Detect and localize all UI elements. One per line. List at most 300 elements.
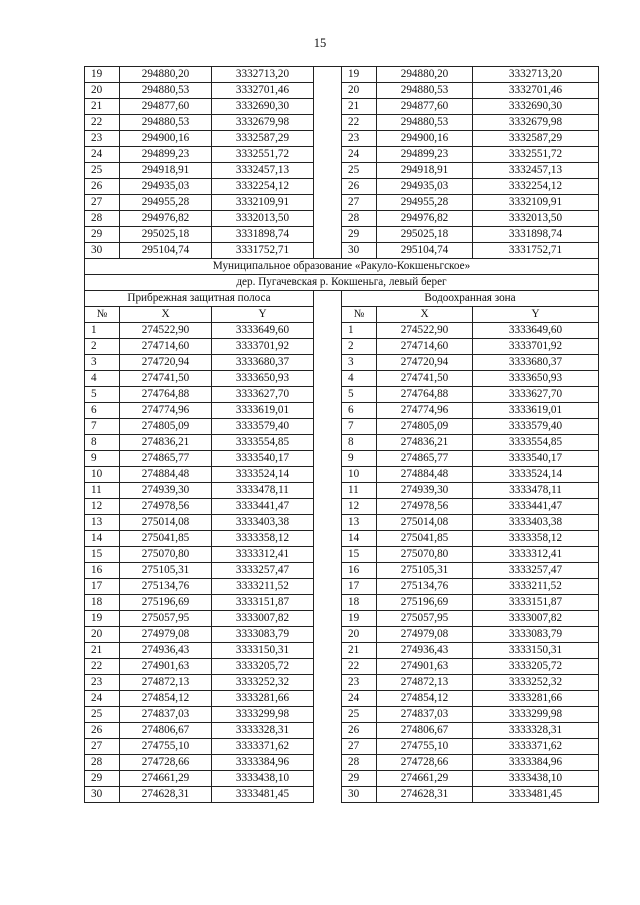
point-number-right: 26 (342, 723, 377, 739)
table-row (85, 691, 599, 707)
x-left: 274661,29 (120, 771, 212, 787)
y-right: 3331898,74 (473, 227, 599, 243)
gap-cell (314, 179, 342, 195)
y-left: 3332701,46 (212, 83, 314, 99)
point-number-left: 12 (85, 499, 120, 515)
gap-cell (314, 787, 342, 803)
gap-cell (314, 483, 342, 499)
x-right: 274522,90 (377, 323, 473, 339)
table-row (85, 627, 599, 643)
x-right: 274661,29 (377, 771, 473, 787)
x-left: 274720,94 (120, 355, 212, 371)
point-number-right: 3 (342, 355, 377, 371)
x-left: 294877,60 (120, 99, 212, 115)
y-left: 3333680,37 (212, 355, 314, 371)
point-number-left: 25 (85, 163, 120, 179)
point-number-left: 19 (85, 611, 120, 627)
point-number-right: 14 (342, 531, 377, 547)
gap-cell (314, 563, 342, 579)
gap-cell (314, 691, 342, 707)
point-number-right: 27 (342, 739, 377, 755)
point-number-right: 6 (342, 403, 377, 419)
page-number: 15 (313, 36, 327, 50)
x-left: 274741,50 (120, 371, 212, 387)
locality-title: дер. Пугачевская р. Кокшеньга, левый берег (85, 275, 599, 291)
x-right: 275196,69 (377, 595, 473, 611)
gap-cell (314, 547, 342, 563)
x-left: 275105,31 (120, 563, 212, 579)
x-left: 275070,80 (120, 547, 212, 563)
y-right: 3333257,47 (473, 563, 599, 579)
y-left: 3333150,31 (212, 643, 314, 659)
point-number-right: 5 (342, 387, 377, 403)
municipality-title: Муниципальное образование «Ракуло-Кокшеньгское» (85, 259, 599, 275)
point-number-left: 15 (85, 547, 120, 563)
point-number-left: 24 (85, 691, 120, 707)
x-right: 294880,20 (377, 67, 473, 83)
x-left: 274806,67 (120, 723, 212, 739)
y-left: 3333627,70 (212, 387, 314, 403)
table-row (85, 723, 599, 739)
gap-cell (314, 115, 342, 131)
gap-cell (314, 659, 342, 675)
y-right: 3333524,14 (473, 467, 599, 483)
gap-cell (314, 163, 342, 179)
gap-cell (314, 323, 342, 339)
gap-cell (314, 723, 342, 739)
point-number-left: 23 (85, 675, 120, 691)
point-number-right: 30 (342, 787, 377, 803)
gap-cell (314, 227, 342, 243)
y-right: 3333650,93 (473, 371, 599, 387)
x-left: 274522,90 (120, 323, 212, 339)
point-number-left: 26 (85, 179, 120, 195)
y-right: 3331752,71 (473, 243, 599, 259)
point-number-left: 13 (85, 515, 120, 531)
x-right: 274884,48 (377, 467, 473, 483)
x-left: 275057,95 (120, 611, 212, 627)
point-number-right: 2 (342, 339, 377, 355)
y-left: 3333281,66 (212, 691, 314, 707)
table-row (85, 579, 599, 595)
table-row (85, 611, 599, 627)
table-row (85, 371, 599, 387)
gap-cell (314, 83, 342, 99)
coordinates-table (84, 66, 599, 803)
x-left: 274805,09 (120, 419, 212, 435)
y-right: 3333481,45 (473, 787, 599, 803)
x-left: 275014,08 (120, 515, 212, 531)
x-right: 274936,43 (377, 643, 473, 659)
point-number-right: 23 (342, 131, 377, 147)
gap-cell (314, 355, 342, 371)
table-row (85, 211, 599, 227)
point-number-left: 27 (85, 739, 120, 755)
table-row (85, 323, 599, 339)
point-number-left: 27 (85, 195, 120, 211)
y-left: 3331898,74 (212, 227, 314, 243)
table-row (85, 771, 599, 787)
gap-cell (314, 307, 342, 323)
point-number-left: 23 (85, 131, 120, 147)
point-number-right: 24 (342, 147, 377, 163)
gap-cell (314, 739, 342, 755)
x-left: 274764,88 (120, 387, 212, 403)
x-left: 294880,53 (120, 115, 212, 131)
x-right: 294877,60 (377, 99, 473, 115)
x-right: 274939,30 (377, 483, 473, 499)
y-left: 3333438,10 (212, 771, 314, 787)
x-left: 275041,85 (120, 531, 212, 547)
point-number-left: 30 (85, 787, 120, 803)
table-row (85, 435, 599, 451)
y-right: 3333358,12 (473, 531, 599, 547)
x-right: 274979,08 (377, 627, 473, 643)
table-row (85, 195, 599, 211)
table-row (85, 483, 599, 499)
y-left: 3333384,96 (212, 755, 314, 771)
x-right: 275105,31 (377, 563, 473, 579)
x-left: 274901,63 (120, 659, 212, 675)
x-left: 274714,60 (120, 339, 212, 355)
x-right: 274741,50 (377, 371, 473, 387)
x-right: 274901,63 (377, 659, 473, 675)
y-right: 3333478,11 (473, 483, 599, 499)
gap-cell (314, 419, 342, 435)
y-right: 3333680,37 (473, 355, 599, 371)
x-left: 274872,13 (120, 675, 212, 691)
point-number-right: 19 (342, 611, 377, 627)
x-left: 274884,48 (120, 467, 212, 483)
x-left: 274728,66 (120, 755, 212, 771)
y-right: 3333371,62 (473, 739, 599, 755)
point-number-right: 21 (342, 99, 377, 115)
y-left: 3332457,13 (212, 163, 314, 179)
y-left: 3333701,92 (212, 339, 314, 355)
table-row (85, 67, 599, 83)
point-number-right: 16 (342, 563, 377, 579)
gap-cell (314, 387, 342, 403)
x-left: 295104,74 (120, 243, 212, 259)
point-number-left: 21 (85, 99, 120, 115)
y-right: 3333211,52 (473, 579, 599, 595)
point-number-left: 4 (85, 371, 120, 387)
point-number-right: 10 (342, 467, 377, 483)
table-row (85, 787, 599, 803)
table-row (85, 339, 599, 355)
point-number-left: 25 (85, 707, 120, 723)
point-number-right: 19 (342, 67, 377, 83)
y-right: 3333151,87 (473, 595, 599, 611)
point-number-left: 10 (85, 467, 120, 483)
y-right: 3333083,79 (473, 627, 599, 643)
y-left: 3333403,38 (212, 515, 314, 531)
y-right: 3333540,17 (473, 451, 599, 467)
x-left: 294900,16 (120, 131, 212, 147)
header-no-left: № (85, 307, 120, 323)
table-row (85, 531, 599, 547)
right-section-title: Водоохранная зона (342, 291, 599, 307)
y-right: 3333403,38 (473, 515, 599, 531)
header-no-right: № (342, 307, 377, 323)
y-left: 3333151,87 (212, 595, 314, 611)
point-number-left: 14 (85, 531, 120, 547)
x-right: 294880,53 (377, 115, 473, 131)
x-left: 274854,12 (120, 691, 212, 707)
y-right: 3333205,72 (473, 659, 599, 675)
point-number-left: 29 (85, 771, 120, 787)
x-right: 274837,03 (377, 707, 473, 723)
gap-cell (314, 499, 342, 515)
x-left: 274939,30 (120, 483, 212, 499)
gap-cell (314, 211, 342, 227)
y-left: 3332713,20 (212, 67, 314, 83)
point-number-right: 21 (342, 643, 377, 659)
y-left: 3333524,14 (212, 467, 314, 483)
x-left: 274628,31 (120, 787, 212, 803)
x-right: 294900,16 (377, 131, 473, 147)
gap-cell (314, 451, 342, 467)
table-row (85, 643, 599, 659)
x-right: 294935,03 (377, 179, 473, 195)
x-right: 274854,12 (377, 691, 473, 707)
table-row (85, 675, 599, 691)
x-left: 274837,03 (120, 707, 212, 723)
point-number-right: 20 (342, 627, 377, 643)
table-row (85, 547, 599, 563)
point-number-right: 18 (342, 595, 377, 611)
y-right: 3333649,60 (473, 323, 599, 339)
y-left: 3333478,11 (212, 483, 314, 499)
x-left: 274755,10 (120, 739, 212, 755)
y-right: 3333579,40 (473, 419, 599, 435)
x-right: 274805,09 (377, 419, 473, 435)
x-right: 294976,82 (377, 211, 473, 227)
point-number-right: 12 (342, 499, 377, 515)
point-number-right: 1 (342, 323, 377, 339)
table-row (85, 83, 599, 99)
x-right: 274872,13 (377, 675, 473, 691)
point-number-left: 28 (85, 211, 120, 227)
point-number-right: 17 (342, 579, 377, 595)
table-row (85, 179, 599, 195)
x-left: 295025,18 (120, 227, 212, 243)
left-section-title: Прибрежная защитная полоса (85, 291, 314, 307)
x-right: 274865,77 (377, 451, 473, 467)
point-number-left: 1 (85, 323, 120, 339)
x-left: 274979,08 (120, 627, 212, 643)
y-left: 3333083,79 (212, 627, 314, 643)
gap-cell (314, 531, 342, 547)
point-number-left: 5 (85, 387, 120, 403)
point-number-left: 20 (85, 83, 120, 99)
y-right: 3332679,98 (473, 115, 599, 131)
table-row (85, 227, 599, 243)
point-number-left: 28 (85, 755, 120, 771)
table-row (85, 707, 599, 723)
x-right: 275070,80 (377, 547, 473, 563)
table-row (85, 163, 599, 179)
y-left: 3332013,50 (212, 211, 314, 227)
table-row (85, 739, 599, 755)
y-right: 3333328,31 (473, 723, 599, 739)
table-row (85, 131, 599, 147)
header-x-right: X (377, 307, 473, 323)
x-right: 274806,67 (377, 723, 473, 739)
y-right: 3333441,47 (473, 499, 599, 515)
table-row (85, 563, 599, 579)
gap-cell (314, 67, 342, 83)
point-number-left: 29 (85, 227, 120, 243)
point-number-left: 2 (85, 339, 120, 355)
y-left: 3332109,91 (212, 195, 314, 211)
point-number-left: 18 (85, 595, 120, 611)
y-right: 3332013,50 (473, 211, 599, 227)
point-number-left: 9 (85, 451, 120, 467)
point-number-right: 25 (342, 163, 377, 179)
y-left: 3333205,72 (212, 659, 314, 675)
point-number-left: 3 (85, 355, 120, 371)
y-right: 3332551,72 (473, 147, 599, 163)
point-number-left: 22 (85, 115, 120, 131)
point-number-right: 24 (342, 691, 377, 707)
gap-cell (314, 291, 342, 307)
x-right: 274728,66 (377, 755, 473, 771)
point-number-left: 19 (85, 67, 120, 83)
gap-cell (314, 99, 342, 115)
point-number-left: 24 (85, 147, 120, 163)
point-number-right: 15 (342, 547, 377, 563)
x-right: 274836,21 (377, 435, 473, 451)
point-number-left: 22 (85, 659, 120, 675)
y-right: 3332109,91 (473, 195, 599, 211)
y-left: 3333257,47 (212, 563, 314, 579)
y-left: 3333619,01 (212, 403, 314, 419)
y-left: 3332679,98 (212, 115, 314, 131)
x-right: 275134,76 (377, 579, 473, 595)
gap-cell (314, 515, 342, 531)
y-right: 3332701,46 (473, 83, 599, 99)
table-row (85, 99, 599, 115)
gap-cell (314, 755, 342, 771)
x-left: 294918,91 (120, 163, 212, 179)
table-row (85, 515, 599, 531)
y-left: 3332551,72 (212, 147, 314, 163)
x-right: 274755,10 (377, 739, 473, 755)
top-rows (85, 67, 599, 259)
y-right: 3333554,85 (473, 435, 599, 451)
x-left: 275134,76 (120, 579, 212, 595)
gap-cell (314, 243, 342, 259)
y-left: 3332690,30 (212, 99, 314, 115)
point-number-right: 23 (342, 675, 377, 691)
point-number-left: 6 (85, 403, 120, 419)
x-left: 294880,20 (120, 67, 212, 83)
x-right: 274720,94 (377, 355, 473, 371)
y-left: 3333358,12 (212, 531, 314, 547)
table-row (85, 403, 599, 419)
y-left: 3333441,47 (212, 499, 314, 515)
x-right: 274774,96 (377, 403, 473, 419)
gap-cell (314, 467, 342, 483)
x-right: 274978,56 (377, 499, 473, 515)
y-left: 3333554,85 (212, 435, 314, 451)
y-right: 3332713,20 (473, 67, 599, 83)
y-left: 3333328,31 (212, 723, 314, 739)
y-left: 3333312,41 (212, 547, 314, 563)
x-left: 275196,69 (120, 595, 212, 611)
table-row (85, 595, 599, 611)
x-right: 274764,88 (377, 387, 473, 403)
table-row (85, 659, 599, 675)
x-right: 275057,95 (377, 611, 473, 627)
y-right: 3333312,41 (473, 547, 599, 563)
y-left: 3333211,52 (212, 579, 314, 595)
x-right: 295025,18 (377, 227, 473, 243)
point-number-right: 27 (342, 195, 377, 211)
header-y-right: Y (473, 307, 599, 323)
y-left: 3333481,45 (212, 787, 314, 803)
gap-cell (314, 403, 342, 419)
point-number-right: 28 (342, 211, 377, 227)
table-row (85, 387, 599, 403)
x-left: 274936,43 (120, 643, 212, 659)
gap-cell (314, 435, 342, 451)
point-number-right: 13 (342, 515, 377, 531)
header-y-left: Y (212, 307, 314, 323)
point-number-right: 30 (342, 243, 377, 259)
y-right: 3333252,32 (473, 675, 599, 691)
point-number-left: 11 (85, 483, 120, 499)
x-left: 294976,82 (120, 211, 212, 227)
point-number-right: 8 (342, 435, 377, 451)
x-left: 294935,03 (120, 179, 212, 195)
point-number-right: 22 (342, 115, 377, 131)
x-right: 294955,28 (377, 195, 473, 211)
table-row (85, 467, 599, 483)
x-right: 295104,74 (377, 243, 473, 259)
point-number-right: 25 (342, 707, 377, 723)
y-right: 3333299,98 (473, 707, 599, 723)
gap-cell (314, 147, 342, 163)
y-left: 3331752,71 (212, 243, 314, 259)
x-left: 294880,53 (120, 83, 212, 99)
y-right: 3332690,30 (473, 99, 599, 115)
point-number-left: 7 (85, 419, 120, 435)
x-left: 294955,28 (120, 195, 212, 211)
point-number-right: 4 (342, 371, 377, 387)
point-number-left: 16 (85, 563, 120, 579)
gap-cell (314, 579, 342, 595)
gap-cell (314, 611, 342, 627)
point-number-left: 30 (85, 243, 120, 259)
y-left: 3333579,40 (212, 419, 314, 435)
gap-cell (314, 131, 342, 147)
point-number-left: 17 (85, 579, 120, 595)
table-row (85, 499, 599, 515)
gap-cell (314, 675, 342, 691)
x-right: 274628,31 (377, 787, 473, 803)
point-number-right: 7 (342, 419, 377, 435)
table-row (85, 355, 599, 371)
point-number-left: 8 (85, 435, 120, 451)
bottom-rows (85, 323, 599, 803)
x-left: 294899,23 (120, 147, 212, 163)
y-right: 3333438,10 (473, 771, 599, 787)
y-right: 3333007,82 (473, 611, 599, 627)
table-row (85, 451, 599, 467)
point-number-right: 9 (342, 451, 377, 467)
